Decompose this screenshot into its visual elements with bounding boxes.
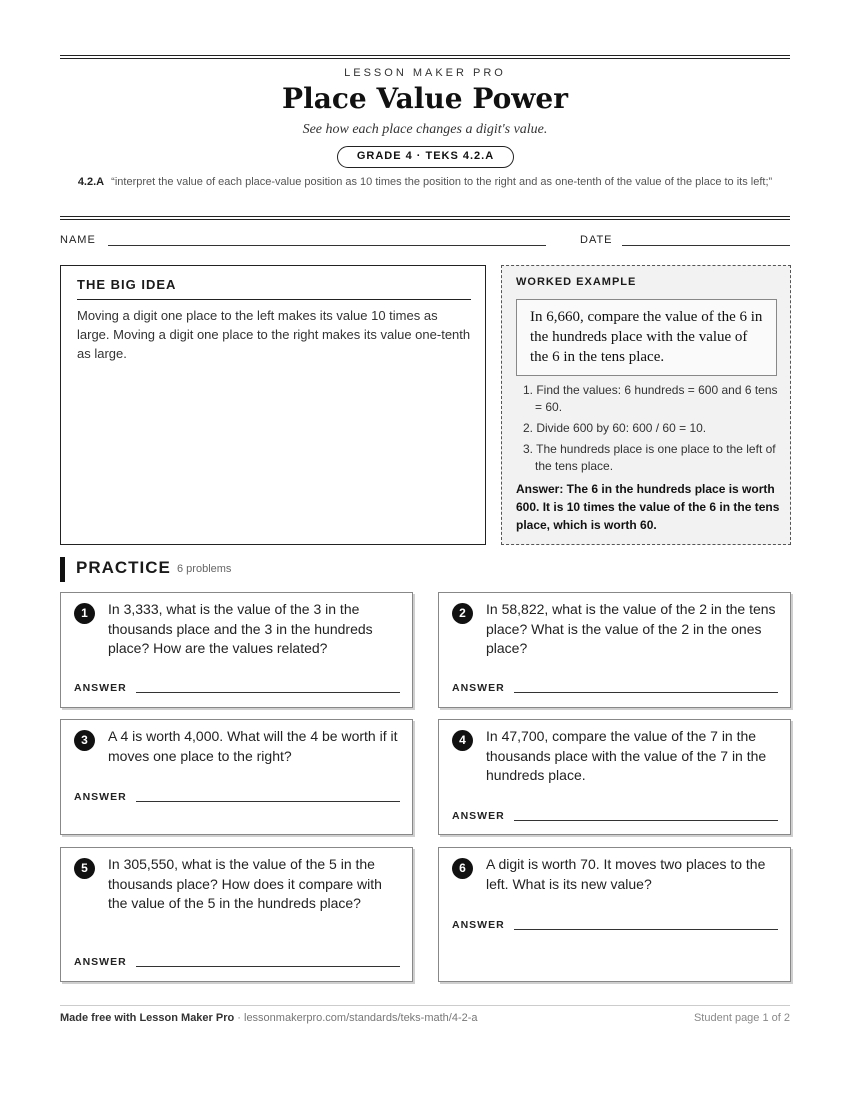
footer-credit <box>60 1012 478 1024</box>
worked-example-problem: In 6,660, compare the value of the 6 in the hundreds place with the value of the 6 in the tens place. <box>516 299 777 376</box>
answer-field[interactable] <box>136 801 400 802</box>
problem-question: In 3,333, what is the value of the 3 in the thousands place and the 3 in the hundreds place? How are the values related? <box>108 601 373 656</box>
problem-card-5 <box>60 847 413 982</box>
answer-label: ANSWER <box>452 919 505 931</box>
answer-field[interactable] <box>136 692 400 693</box>
date-label: DATE <box>580 234 613 246</box>
problem-question: In 47,700, compare the value of the 7 in the thousands place with the value of the 7 in the hundreds place. <box>486 728 767 783</box>
answer-label: ANSWER <box>74 682 127 694</box>
problem-number-badge: 6 <box>452 858 473 879</box>
practice-heading: PRACTICE <box>76 558 171 577</box>
worked-example-answer: Answer: The 6 in the hundreds place is worth 600. It is 10 times the value of the 6 in the tens place, which is worth 60. <box>516 482 780 532</box>
footer-rule <box>60 1005 790 1006</box>
worked-example-steps <box>516 382 778 479</box>
divider <box>77 299 471 300</box>
answer-label: ANSWER <box>74 956 127 968</box>
header-rule <box>60 55 790 56</box>
answer-field[interactable] <box>514 820 778 821</box>
answer-field[interactable] <box>514 929 778 930</box>
big-idea-heading: THE BIG IDEA <box>77 277 177 292</box>
footer-page-number: Student page 1 of 2 <box>693 1012 790 1024</box>
date-field[interactable] <box>622 245 790 246</box>
worked-example-step: 1. Find the values: 6 hundreds = 600 and 6 tens = 60. <box>523 383 778 414</box>
standard-code: 4.2.A <box>77 176 105 188</box>
header-rule <box>60 216 790 217</box>
worked-example-heading: WORKED EXAMPLE <box>516 276 637 288</box>
name-label: NAME <box>60 234 96 246</box>
brand-name: LESSON MAKER PRO <box>344 67 506 79</box>
problem-question: In 305,550, what is the value of the 5 in the thousands place? How does it compare with the value of the 5 in the hundreds place? <box>108 856 382 911</box>
answer-field[interactable] <box>136 966 400 967</box>
practice-count: 6 problems <box>177 563 232 575</box>
big-idea-text: Moving a digit one place to the left makes its value 10 times as large. Moving a digit one place to the right makes its value one-tenth as large. <box>77 308 471 361</box>
practice-accent-bar <box>60 557 65 582</box>
standard-text: “interpret the value of each place-value position as 10 times the position to the right and as one-tenth of the value of the place to its left;” <box>111 176 773 188</box>
problem-number-badge: 1 <box>74 603 95 624</box>
problem-question: A 4 is worth 4,000. What will the 4 be worth if it moves one place to the right? <box>108 728 398 764</box>
problem-card-6 <box>438 847 791 982</box>
grade-badge: GRADE 4 · TEKS 4.2.A <box>337 146 514 168</box>
page-title: Place Value Power <box>282 82 568 115</box>
page-subtitle: See how each place changes a digit's value. <box>302 122 548 137</box>
footer-url[interactable]: · lessonmakerpro.com/standards/teks-math/4-2-a <box>234 1012 478 1024</box>
answer-label: ANSWER <box>452 682 505 694</box>
header-rule <box>60 58 790 59</box>
problem-question: A digit is worth 70. It moves two places to the left. What is its new value? <box>486 856 766 892</box>
problem-number-badge: 4 <box>452 730 473 751</box>
problem-number-badge: 5 <box>74 858 95 879</box>
standard-statement <box>60 174 790 190</box>
answer-field[interactable] <box>514 692 778 693</box>
worked-example-box <box>501 265 791 545</box>
problem-card-4 <box>438 719 791 835</box>
problem-number-badge: 3 <box>74 730 95 751</box>
problem-question: In 58,822, what is the value of the 2 in the tens place? What is the value of the 2 in the ones place? <box>486 601 776 656</box>
footer-made-with: Made free with Lesson Maker Pro <box>60 1012 235 1024</box>
problem-card-2 <box>438 592 791 708</box>
worked-example-step: 3. The hundreds place is one place to the left of the tens place. <box>523 442 776 473</box>
big-idea-box <box>60 265 486 545</box>
name-field[interactable] <box>108 245 546 246</box>
worked-example-step: 2. Divide 600 by 60: 600 / 60 = 10. <box>523 421 707 435</box>
header-rule <box>60 219 790 220</box>
problem-card-3 <box>60 719 413 835</box>
answer-label: ANSWER <box>74 791 127 803</box>
answer-label: ANSWER <box>452 810 505 822</box>
problem-number-badge: 2 <box>452 603 473 624</box>
problem-card-1 <box>60 592 413 708</box>
